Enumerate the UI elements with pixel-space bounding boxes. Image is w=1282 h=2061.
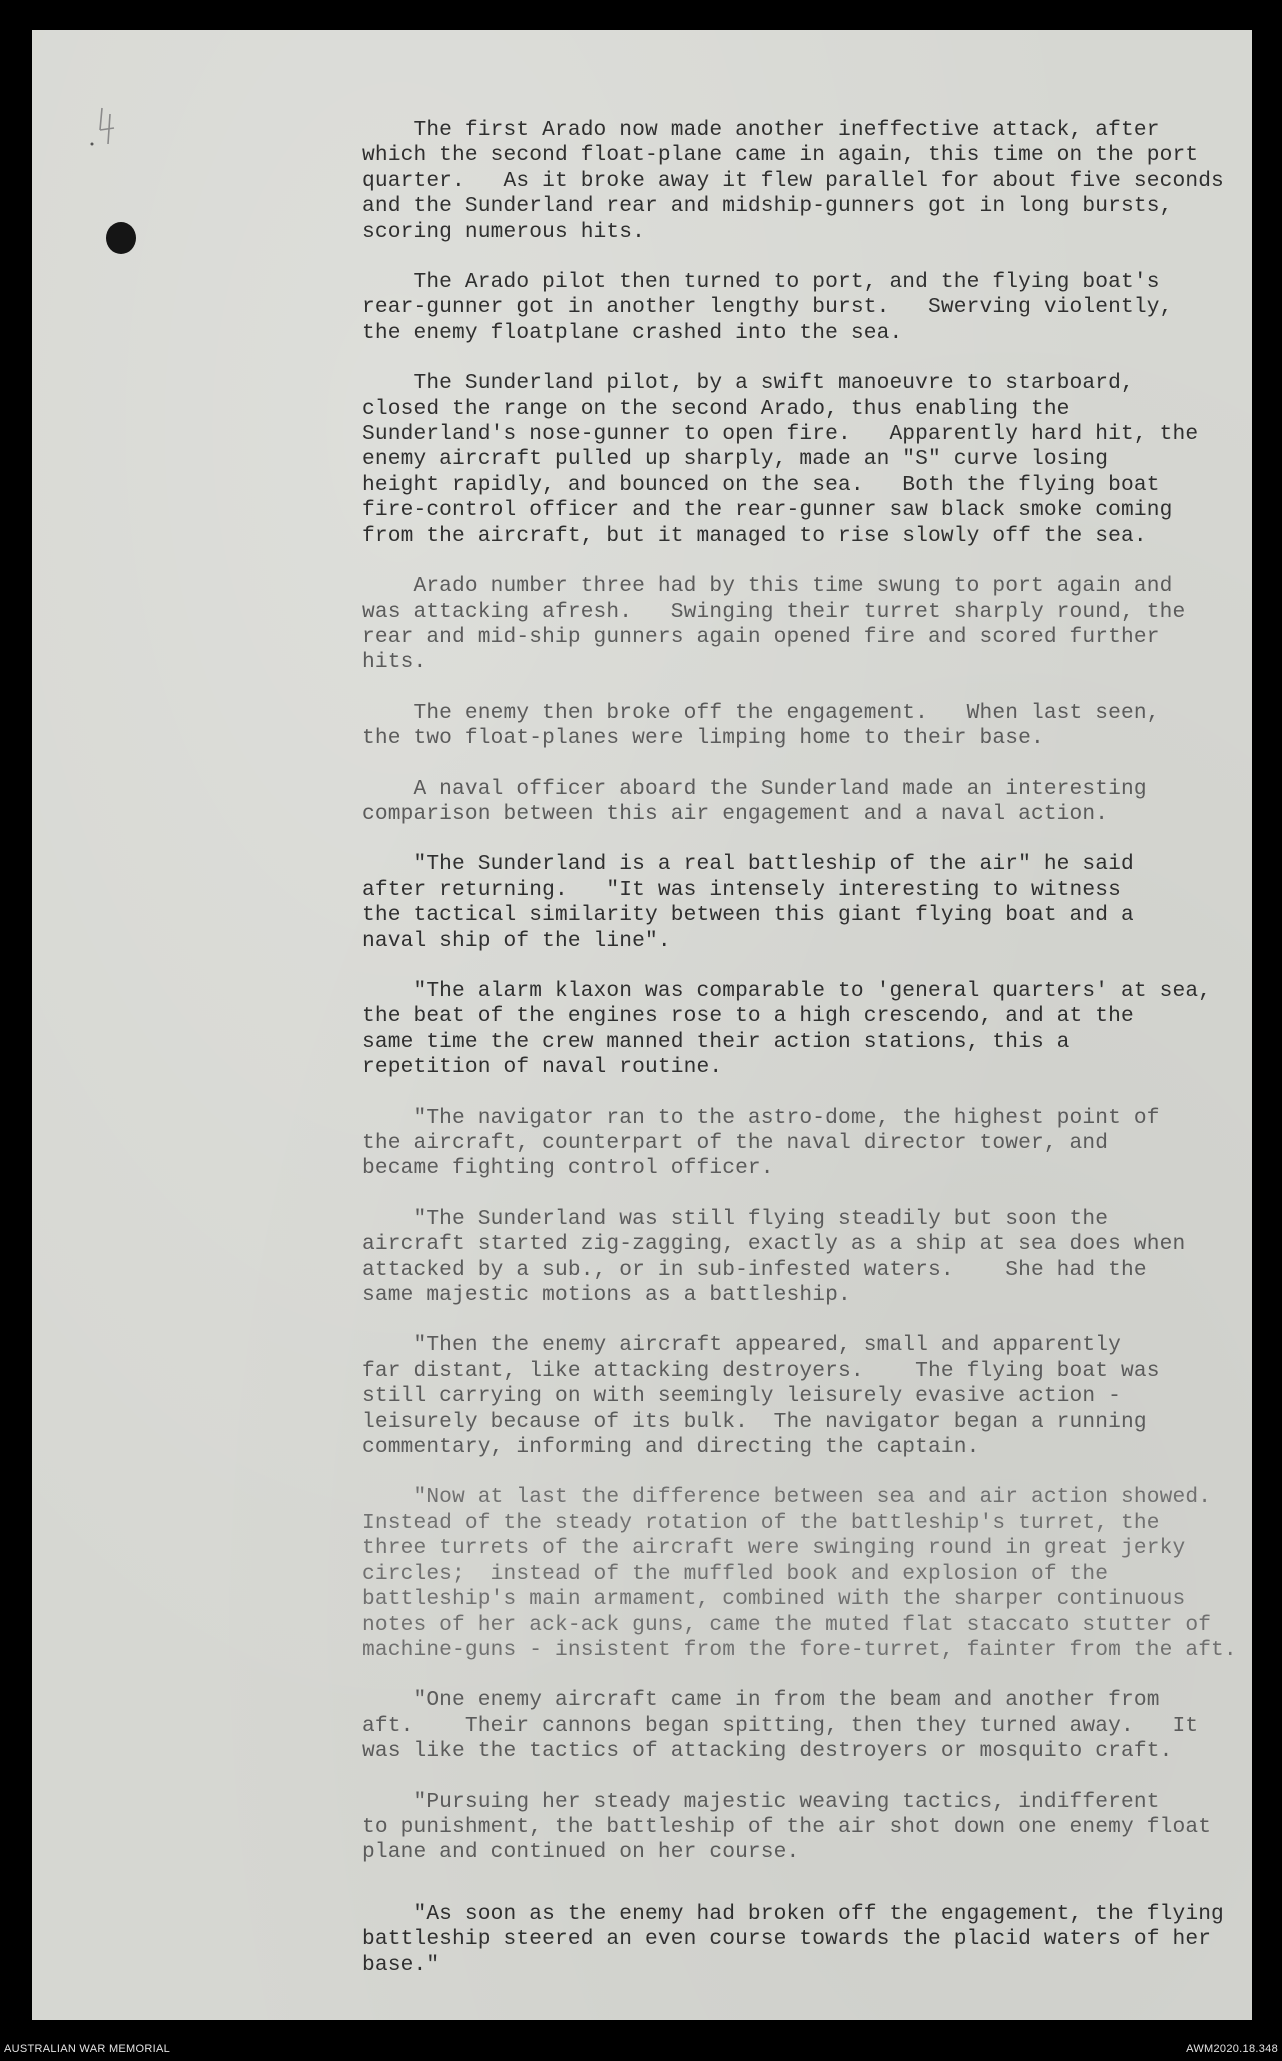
paragraph-10: "The Sunderland was still flying steadily but soon the aircraft started zig-zagging, exactly as a ship at sea does when attacked by a sub., or in sub-infested waters. She had the same majestic motions as a battleship. — [362, 1206, 1186, 1308]
paragraph-6: A naval officer aboard the Sunderland made an interesting comparison between this air engagement and a naval action. — [362, 776, 1147, 826]
footer-institution: AUSTRALIAN WAR MEMORIAL — [4, 2043, 171, 2055]
corner-pencil-mark — [80, 100, 140, 160]
paragraph-14: "Pursuing her steady majestic weaving tactics, indifferent to punishment, the battleship of the air shot down one enemy float plane and continued on her course. — [362, 1789, 1212, 1865]
paragraph-9: "The navigator ran to the astro-dome, the highest point of the aircraft, counterpart of the naval director tower, and became fighting control officer. — [362, 1105, 1160, 1181]
paragraph-11: "Then the enemy aircraft appeared, small and apparently far distant, like attacking destroyers. The flying boat was still carrying on with seemingly leisurely evasive action - leisurely because of its bulk. The navigator began a running commentary, informing and directing the captain. — [362, 1333, 1160, 1460]
paragraph-1: The first Arado now made another ineffective attack, after which the second float-plane came in again, this time on the port quarter. As it broke away it flew parallel for about five seconds and the Sunderland rear and midship-gunners got in long bursts, scoring numerous hits. — [362, 118, 1224, 244]
paragraph-7: "The Sunderland is a real battleship of the air" he said after returning. "It was intensely interesting to witness the tactical similarity between this giant flying boat and a naval ship of the line". — [362, 852, 1134, 953]
paragraph-8: "The alarm klaxon was comparable to 'general quarters' at sea, the beat of the engines rose to a high crescendo, and at the same time the crew manned their action stations, this a repetition of naval routine. — [362, 978, 1212, 1080]
punch-hole — [106, 222, 136, 254]
paragraph-4: Arado number three had by this time swung to port again and was attacking afresh. Swinging their turret sharply round, the rear and mid-ship gunners again opened fire and scored further hits. — [362, 574, 1186, 675]
paragraph-12: "Now at last the difference between sea and air action showed. Instead of the steady rotation of the battleship's turret, the three turrets of the aircraft were swinging round in great jerky circles; instead of the muffled book and explosion of the battleship's main armament, combined with the sharper continuous notes of her ack-ack guns, came the muted flat staccato stutter of machine-guns - insistent from the fore-turret, fainter from the aft. — [362, 1485, 1237, 1662]
paragraph-13: "One enemy aircraft came in from the beam and another from aft. Their cannons began spitting, then they turned away. It was like the tactics of attacking destroyers or mosquito craft. — [362, 1688, 1199, 1764]
footer-accession-number: AWM2020.18.348 — [1186, 2043, 1278, 2055]
paragraph-3: The Sunderland pilot, by a swift manoeuvre to starboard, closed the range on the second Arado, thus enabling the Sunderland's nose-gunner to open fire. Apparently hard hit, the enemy aircraft pulled up sharply, made an "S" curve losing height rapidly, and bounced on the sea. Both the flying boat fire-control officer and the rear-gunner saw black smoke coming from the aircraft, but it managed to rise slowly off the sea. — [362, 371, 1199, 548]
paragraph-5: The enemy then broke off the engagement. When last seen, the two float-planes were limping home to their base. — [362, 700, 1160, 751]
paragraph-2: The Arado pilot then turned to port, and the flying boat's rear-gunner got in another lengthy burst. Swerving violently, the enemy floatplane crashed into the sea. — [362, 270, 1173, 345]
document-body — [362, 118, 1242, 1978]
paragraph-15: "As soon as the enemy had broken off the engagement, the flying battleship steered an even course towards the placid waters of her base." — [362, 1901, 1224, 1977]
document-page — [32, 30, 1252, 2020]
